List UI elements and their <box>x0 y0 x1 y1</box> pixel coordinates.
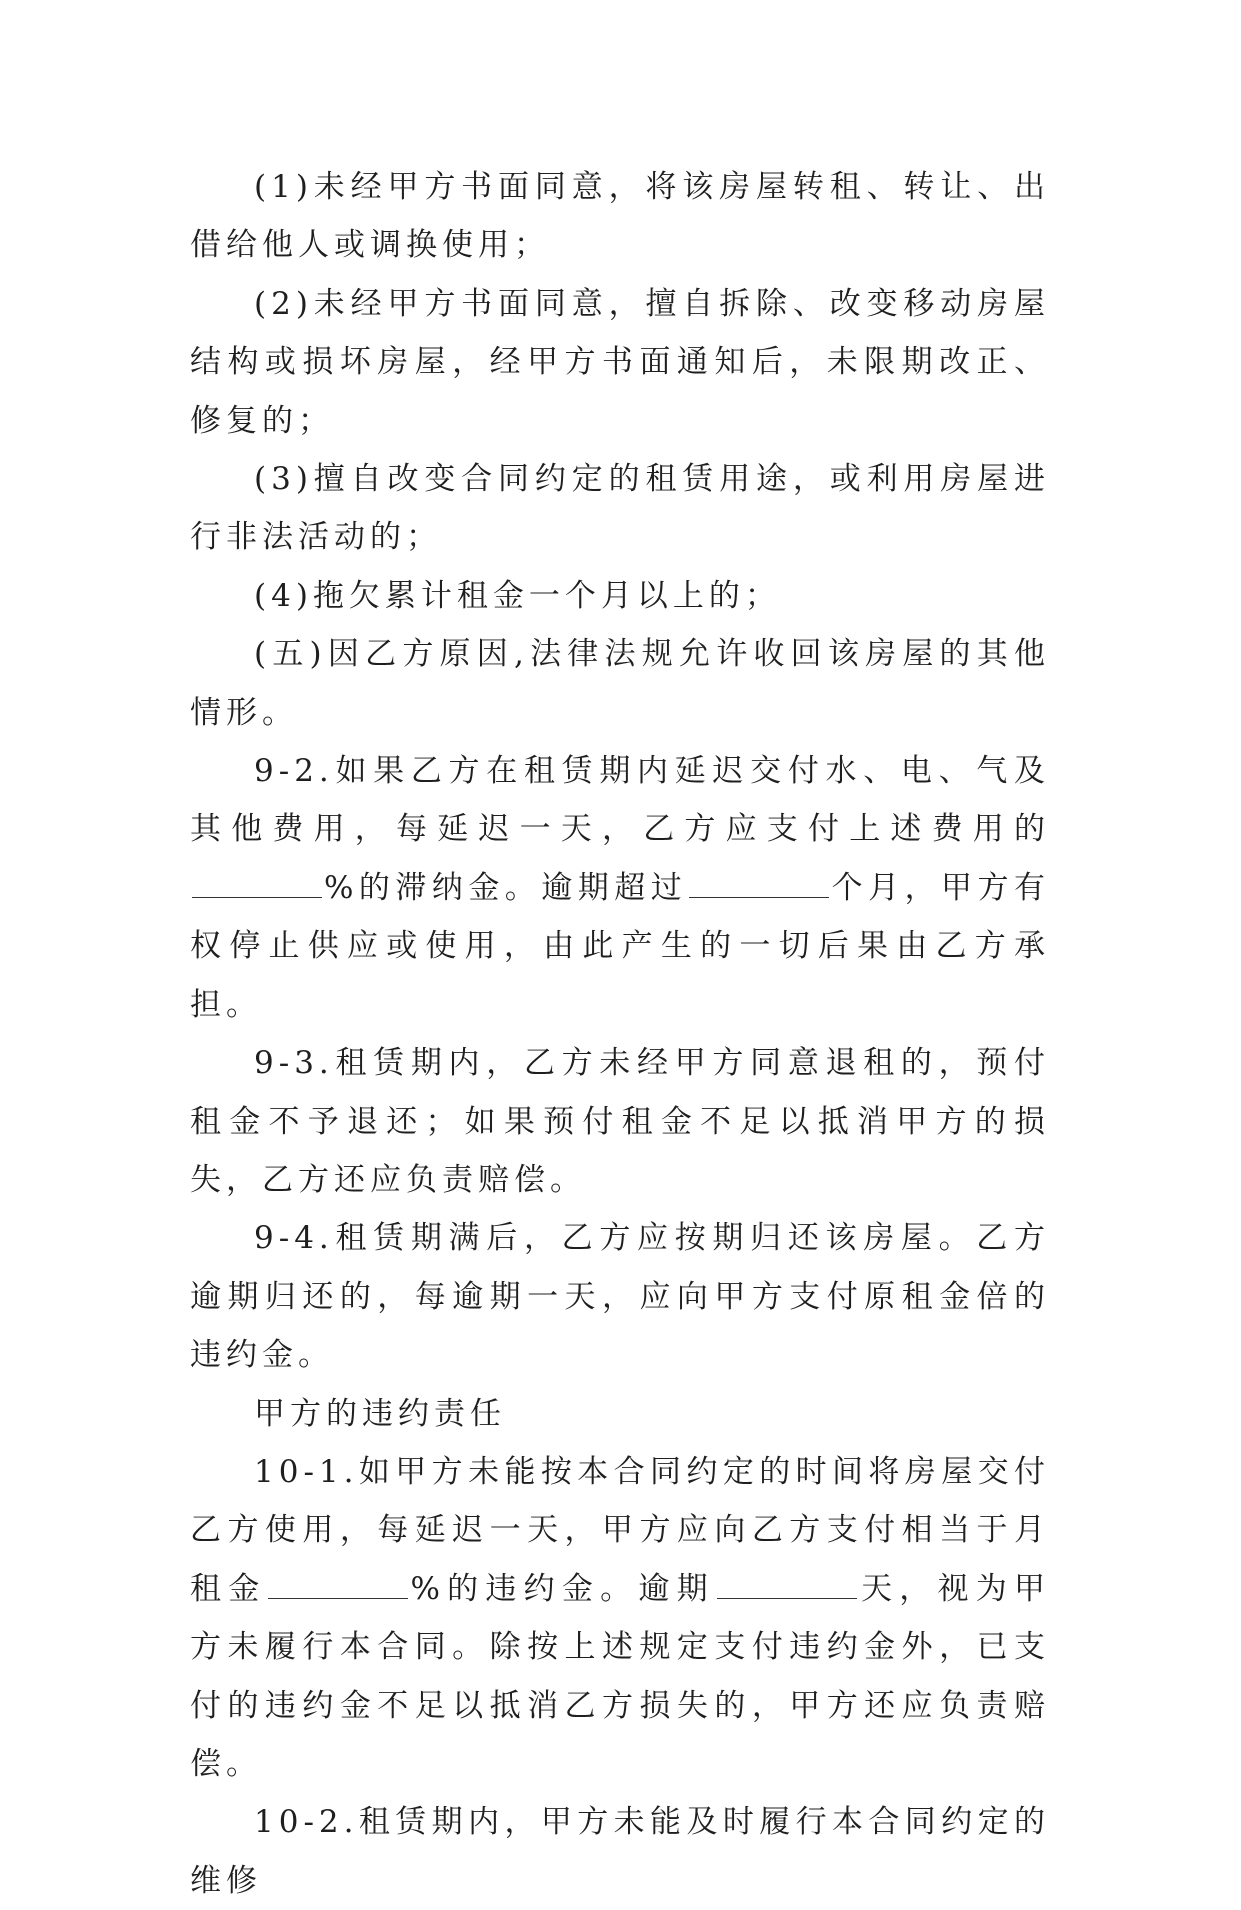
clause-9-3: 9-3.租赁期内，乙方未经甲方同意退租的，预付租金不予退还；如果预付租金不足以抵消甲方的损失，乙方还应负责赔偿。 <box>190 1045 1050 1198</box>
clause-9-4: 9-4.租赁期满后，乙方应按期归还该房屋。乙方逾期归还的，每逾期一天，应向甲方支付原租金倍的违约金。 <box>190 1220 1050 1374</box>
clause-item-5: (五)因乙方原因,法律法规允许收回该房屋的其他情形。 <box>190 636 1050 731</box>
clause-10-1-part2: %的违约金。逾期 <box>410 1570 715 1607</box>
fill-in-blank <box>689 861 829 898</box>
clause-10-1-part1: 10-1.如甲方未能按本合同约定的时间将房屋交付乙方使用，每延迟一天，甲方应向乙方支付相当于月租金 <box>190 1453 1050 1607</box>
clause-item-1: (1)未经甲方书面同意，将该房屋转租、转让、出借给他人或调换使用； <box>190 169 1050 264</box>
clause-10-1-part3: 天，视为甲方未履行本合同。除按上述规定支付违约金外，已支付的违约金不足以抵消乙方损失的，甲方还应负责赔偿。 <box>190 1570 1051 1782</box>
clause-9-2 <box>190 742 1050 1034</box>
clause-item-3: (3)擅自改变合同约定的租赁用途，或利用房屋进行非法活动的； <box>190 461 1050 556</box>
clause-9-2-part3: 个月，甲方有权停止供应或使用，由此产生的一切后果由乙方承担。 <box>190 869 1050 1023</box>
fill-in-blank <box>192 861 322 898</box>
clause-item-4: (4)拖欠累计租金一个月以上的； <box>254 577 781 614</box>
section-heading: 甲方的违约责任 <box>254 1395 506 1432</box>
clause-10-1 <box>190 1443 1050 1793</box>
document-page <box>190 158 1050 1910</box>
clause-9-2-part1: 9-2.如果乙方在租赁期内延迟交付水、电、气及其他费用，每延迟一天，乙方应支付上述费用的 <box>190 753 1050 848</box>
fill-in-blank <box>717 1562 857 1599</box>
clause-item-2: (2)未经甲方书面同意，擅自拆除、改变移动房屋结构或损坏房屋，经甲方书面通知后，未限期改正、修复的； <box>190 285 1050 439</box>
clause-9-2-part2: %的滞纳金。逾期超过 <box>324 869 688 906</box>
clause-10-2: 10-2.租赁期内，甲方未能及时履行本合同约定的维修 <box>190 1804 1050 1899</box>
fill-in-blank <box>268 1562 408 1599</box>
